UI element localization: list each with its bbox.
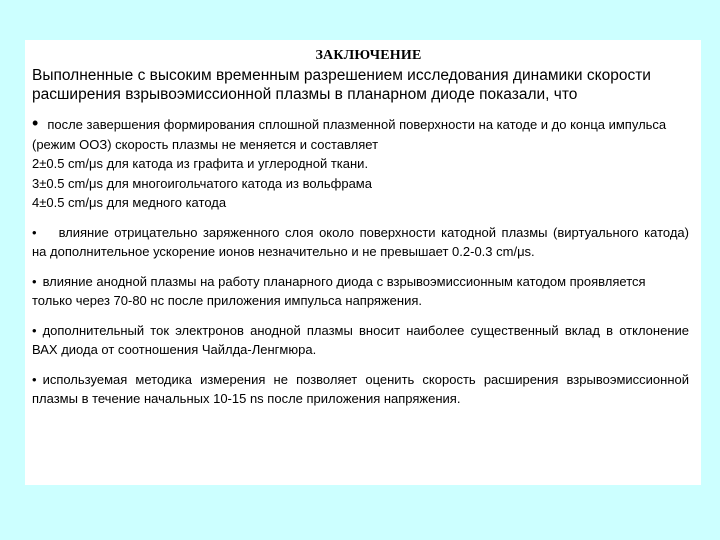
bullet-icon: • <box>32 273 37 289</box>
conclusion-item-1-text: после завершения формирования сплошной плазменной поверхности на катоде и до конца импульса (режим ООЗ) скорость плазмы не меняется и составляет <box>32 117 667 152</box>
intro-paragraph: Выполненные с высоким временным разрешением исследования динамики скорости расширения взрывоэмиссионной плазмы в планарном диоде показали, что <box>32 67 651 103</box>
conclusion-item-3-text: влияние анодной плазмы на работу планарного диода с взрывоэмиссионным катодом проявляется только через 70-80 нс после приложения импульса напряжения. <box>32 273 646 308</box>
conclusion-item-2-text: влияние отрицательно заряженного слоя около поверхности катодной плазмы (виртуального катода) на дополнительное ускорение ионов незначительно и не превышает 0.2-0.3 cm/μs. <box>32 224 689 259</box>
conclusion-item-5-text: используемая методика измерения не позволяет оценить скорость расширения взрывоэмиссионной плазмы в течение начальных 10-15 ns после приложения напряжения. <box>32 371 689 406</box>
slide-title: ЗАКЛЮЧЕНИЕ <box>315 48 422 63</box>
bullet-icon: • <box>32 322 37 338</box>
conclusion-item-5 <box>32 370 689 409</box>
conclusion-item-4-text: дополнительный ток электронов анодной плазмы вносит наиболее существенный вклад в отклонение ВАХ диода от соотношения Чайлда-Ленгмюра. <box>32 322 689 357</box>
content-panel <box>25 40 701 485</box>
conclusion-item-3 <box>32 272 689 311</box>
velocity-copper: 4±0.5 cm/μs для медного катода <box>32 195 227 210</box>
bullet-icon: • <box>32 113 39 133</box>
conclusion-item-2 <box>32 223 689 262</box>
conclusion-item-4 <box>32 321 689 360</box>
conclusion-item-1 <box>32 115 689 213</box>
velocity-graphite: 2±0.5 cm/μs для катода из графита и углеродной ткани. <box>32 156 369 171</box>
velocity-tungsten: 3±0.5 cm/μs для многоигольчатого катода из вольфрама <box>32 175 372 191</box>
bullet-icon: • <box>32 224 37 240</box>
bullet-icon: • <box>32 371 37 387</box>
